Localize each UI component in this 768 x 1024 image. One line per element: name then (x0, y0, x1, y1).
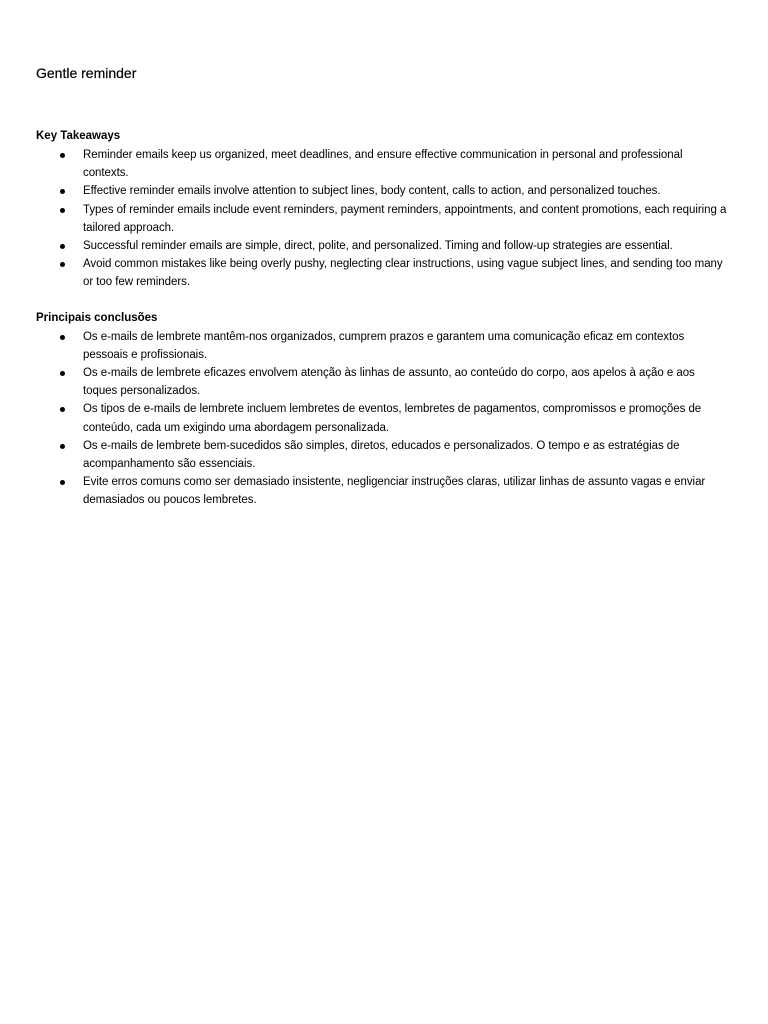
list-item (83, 201, 730, 237)
bullet-icon (60, 153, 65, 158)
section-principais-conclusoes (36, 310, 730, 510)
bullet-icon (60, 262, 65, 267)
bullet-icon (60, 244, 65, 249)
bullet-icon (60, 335, 65, 340)
list-item-text: Reminder emails keep us organized, meet deadlines, and ensure effective communication in personal and professional contexts. (83, 149, 683, 180)
list-item-text: Types of reminder emails include event reminders, payment reminders, appointments, and content promotions, each requiring a tailored approach. (83, 203, 727, 234)
list-item (83, 255, 730, 291)
bullet-icon (60, 407, 65, 412)
list-item-text: Os e-mails de lembrete bem-sucedidos são simples, diretos, educados e personalizados. O tempo e as estratégias de acompanhamento são essenciais. (83, 439, 680, 471)
bullet-list (36, 146, 730, 292)
list-item-text: Os e-mails de lembrete mantêm-nos organizados, cumprem prazos e garantem uma comunicação eficaz em contextos pessoais e profissionais. (83, 330, 685, 361)
bullet-icon (60, 444, 65, 449)
list-item (83, 182, 730, 200)
list-item (83, 146, 730, 182)
list-item-text: Avoid common mistakes like being overly pushy, neglecting clear instructions, using vague subject lines, and sending too many or too few reminders. (83, 258, 723, 289)
list-item-text: Effective reminder emails involve attention to subject lines, body content, calls to action, and personalized touches. (83, 185, 661, 198)
bullet-icon (60, 371, 65, 376)
document-title: Gentle reminder (36, 65, 137, 81)
list-item (83, 237, 730, 255)
section-key-takeaways (36, 128, 730, 292)
list-item-text: Os tipos de e-mails de lembrete incluem lembretes de eventos, lembretes de pagamentos, compromissos e promoções de conteúdo, cada um exigindo uma abordagem personalizada. (83, 403, 702, 434)
bullet-icon (60, 480, 65, 485)
section-heading: Principais conclusões (36, 311, 158, 324)
bullet-list (36, 328, 730, 510)
bullet-icon (60, 208, 65, 213)
list-item-text: Os e-mails de lembrete eficazes envolvem atenção às linhas de assunto, ao conteúdo do corpo, aos apelos à ação e aos toques personalizados. (83, 367, 695, 398)
list-item (83, 473, 730, 509)
list-item-text: Successful reminder emails are simple, direct, polite, and personalized. Timing and follow-up strategies are essential. (83, 240, 673, 253)
list-item (83, 328, 730, 364)
section-heading: Key Takeaways (36, 130, 121, 142)
list-item-text: Evite erros comuns como ser demasiado insistente, negligenciar instruções claras, utilizar linhas de assunto vagas e enviar demasiados ou poucos lembretes. (83, 476, 706, 507)
list-item (83, 437, 730, 473)
list-item (83, 364, 730, 400)
list-item (83, 400, 730, 436)
bullet-icon (60, 189, 65, 194)
